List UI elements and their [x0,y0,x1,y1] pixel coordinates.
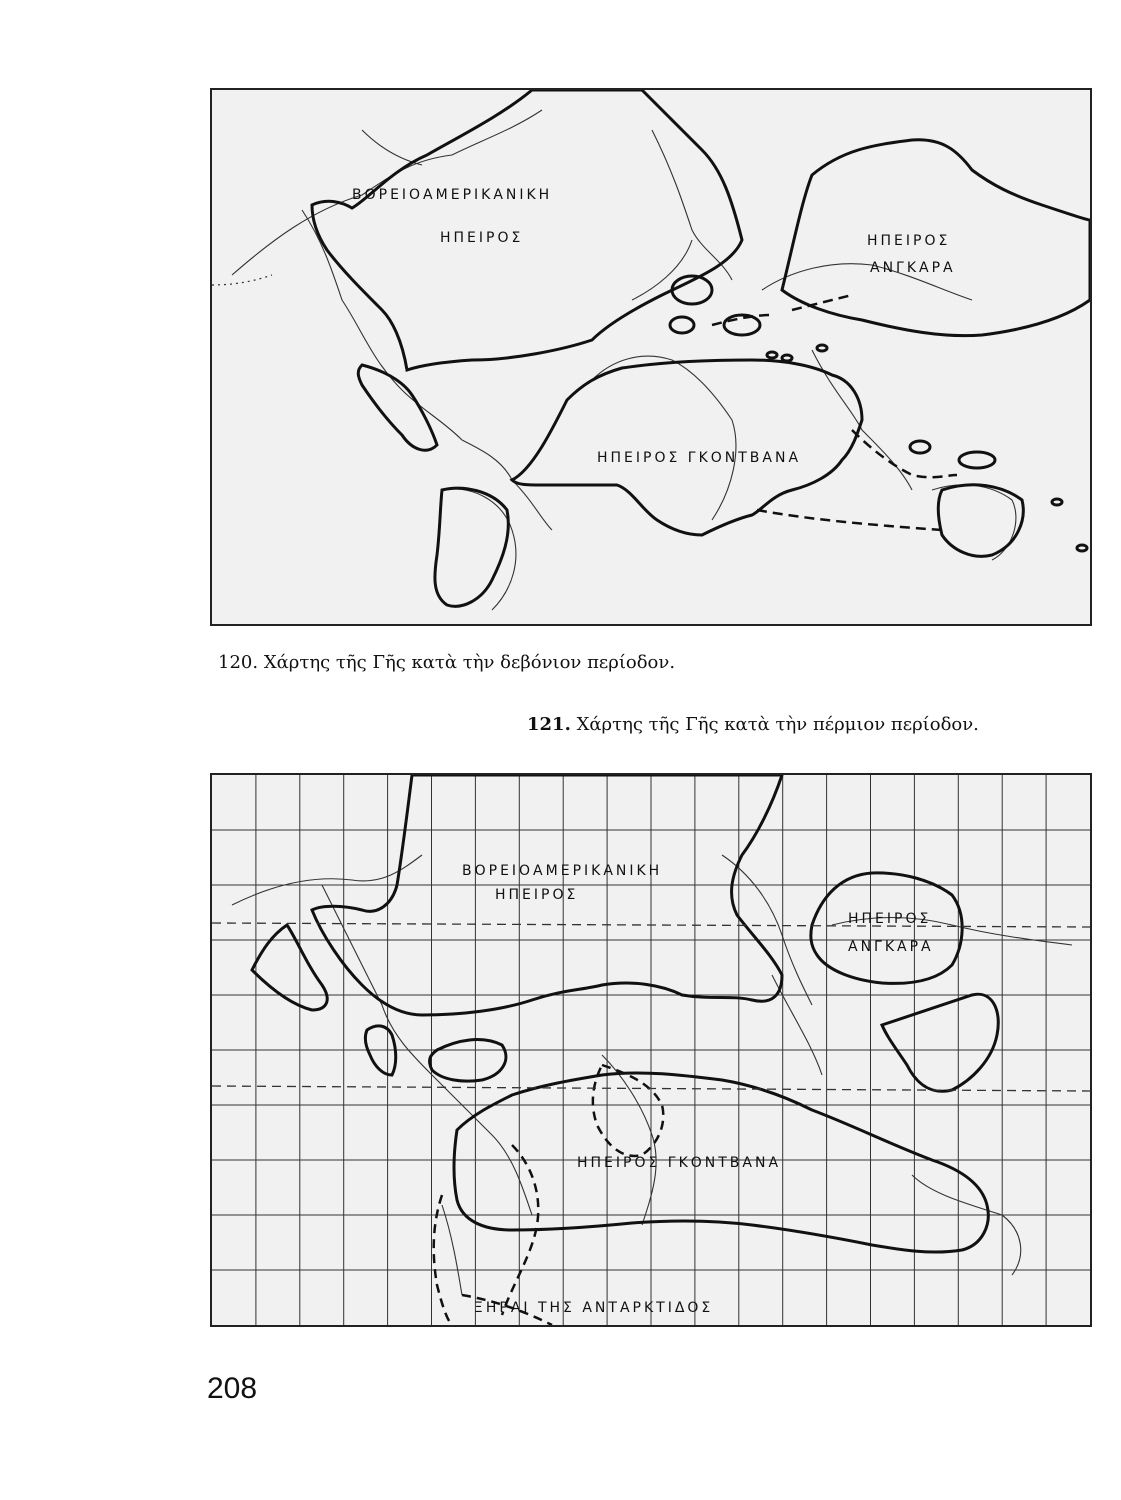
devonian-label-north-america: ΒΟΡΕΙΟΑΜΕΡΙΚΑΝΙΚΗ [352,187,553,203]
modern-coastlines [232,855,1072,1295]
permian-label-antarctic: ΞΗΡΑΙ ΤΗΣ ΑΝΤΑΡΚΤΙΔΟΣ [474,1300,714,1316]
devonian-caption-number: 120. [218,652,259,673]
permian-map-caption [527,714,979,735]
page-number: 208 [207,1372,258,1405]
devonian-map-caption [218,652,675,673]
devonian-label-gondwana: ΗΠΕΙΡΟΣ ΓΚΟΝΤΒΑΝΑ [597,450,802,466]
devonian-continents [312,90,1090,606]
devonian-label-north-america-2: ΗΠΕΙΡΟΣ [440,230,524,246]
modern-coastlines [232,110,1016,610]
devonian-label-angara: ΗΠΕΙΡΟΣ [867,233,951,249]
permian-label-gondwana: ΗΠΕΙΡΟΣ ΓΚΟΝΤΒΑΝΑ [577,1155,782,1171]
permian-caption-text: Χάρτης τῆς Γῆς κατὰ τὴν πέρμιον περίοδον. [576,714,979,735]
devonian-caption-text: Χάρτης τῆς Γῆς κατὰ τὴν δεβόνιον περίοδον. [263,652,676,673]
coordinate-grid [212,775,1090,1325]
permian-label-north-america-2: ΗΠΕΙΡΟΣ [495,887,579,903]
permian-label-angara: ΗΠΕΙΡΟΣ [848,911,932,927]
devonian-dashed-connections [712,295,957,530]
permian-map [210,773,1092,1327]
permian-map-drawing [212,775,1090,1325]
permian-caption-number: 121. [527,714,571,735]
permian-dashed-ice-limits [434,1065,664,1325]
devonian-map [210,88,1092,626]
devonian-dotted-line [212,275,272,285]
permian-label-angara-2: ΑΝΓΚΑΡΑ [848,939,934,955]
devonian-label-angara-2: ΑΝΓΚΑΡΑ [870,260,956,276]
permian-continents [252,775,998,1252]
devonian-map-drawing [212,90,1090,624]
permian-label-north-america: ΒΟΡΕΙΟΑΜΕΡΙΚΑΝΙΚΗ [462,863,663,879]
